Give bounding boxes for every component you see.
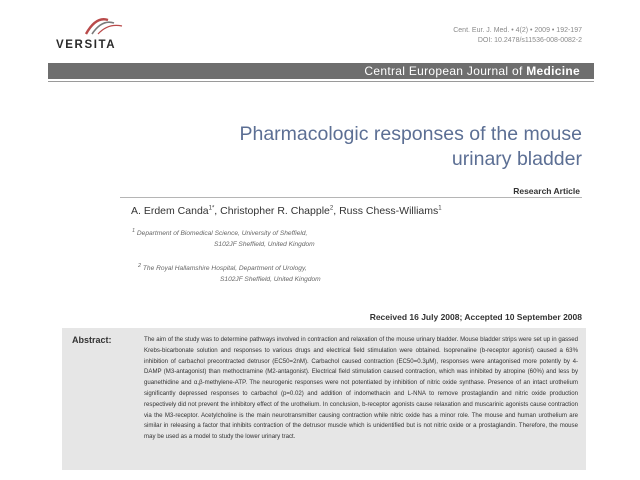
title-line: Pharmacologic responses of the mouse (239, 123, 582, 145)
article-type: Research Article (513, 186, 580, 196)
journal-bar (48, 63, 594, 79)
author-sup: 2 (329, 205, 334, 212)
doi-line: DOI: 10.2478/s11536-008-0082-2 (477, 37, 582, 44)
journal-name: Central European Journal of Medicine (364, 64, 580, 78)
author-sup: 1 (438, 205, 442, 212)
author-list: A. Erdem Canda$^{1*}$, Christopher R. Chapple$^2$, Russ Chess-Williams$^1$ (131, 205, 442, 217)
publisher-logo (56, 14, 136, 52)
abstract-text: The aim of the study was to determine pathways involved in contraction and relaxation of the mouse urinary bladder. Mouse bladder strips were set up in gassed Krebs-bicarbonate solution and responses to various drugs and electrical field stimulation were obtained. Isoprenaline (b-receptor agonist) caused a 63% inhibition of carbachol precontracted detrusor (EC50=2nM). Carbachol caused contraction (EC50=0.3μM), responses were antagonised more potently by 4-DAMP (M3-antagonist) than methoctramine (M2-antagonist). Electrical field stimulation caused contraction, which was inhibited by atropine (60%) and less by guanethidine and α,β-methylene-ATP. The neurogenic responses were not potentiated by inhibition of nitric oxide synthase. Presence of an intact urothelium significantly depressed responses to carbachol (p=0.02) and addition of indomethacin and L-NNA to remove prostaglandin and nitric oxide production respectively did not prevent the inhibitory effect of the urothelium. In conclusion, b-receptor agonists cause relaxation and muscarinic agonists cause contraction via the M3-receptor. Acetylcholine is the main neurotransmitter causing contraction while nitric oxide has a minor role. The mouse and human urothelium are similar in releasing a factor that inhibits contraction of the detrusor muscle which is unidentified but is not nitric oxide or a prostaglandin. Therefore, the mouse may be used as a model to study the lower urinary tract. (144, 336, 578, 441)
divider (120, 197, 582, 198)
affiliation: $^1$ Department of Biomedical Science, University of Sheffield, S102JF Sheffield, United Kingdom (132, 228, 315, 249)
journal-bar-rule (48, 81, 594, 82)
citation-block (453, 26, 582, 46)
author-name: Russ Chess-Williams (339, 205, 439, 217)
author-sup: 1* (208, 205, 215, 212)
logo-swoosh-icon (84, 14, 126, 36)
publisher-name: VERSITA (56, 39, 117, 51)
received-accepted-dates: Received 16 July 2008; Accepted 10 September 2008 (369, 312, 582, 322)
affiliation: $^2$ The Royal Hallamshire Hospital, Department of Urology, S102JF Sheffield, United Kingdom (138, 263, 321, 284)
abstract-label: Abstract: (72, 335, 112, 345)
title-line: urinary bladder (451, 148, 582, 170)
author-name: Christopher R. Chapple (220, 205, 330, 217)
abstract-box (62, 328, 586, 470)
citation-line: Cent. Eur. J. Med. • 4(2) • 2009 • 192-197 (453, 27, 582, 34)
author-name: A. Erdem Canda (131, 205, 209, 217)
article-title (152, 122, 582, 172)
